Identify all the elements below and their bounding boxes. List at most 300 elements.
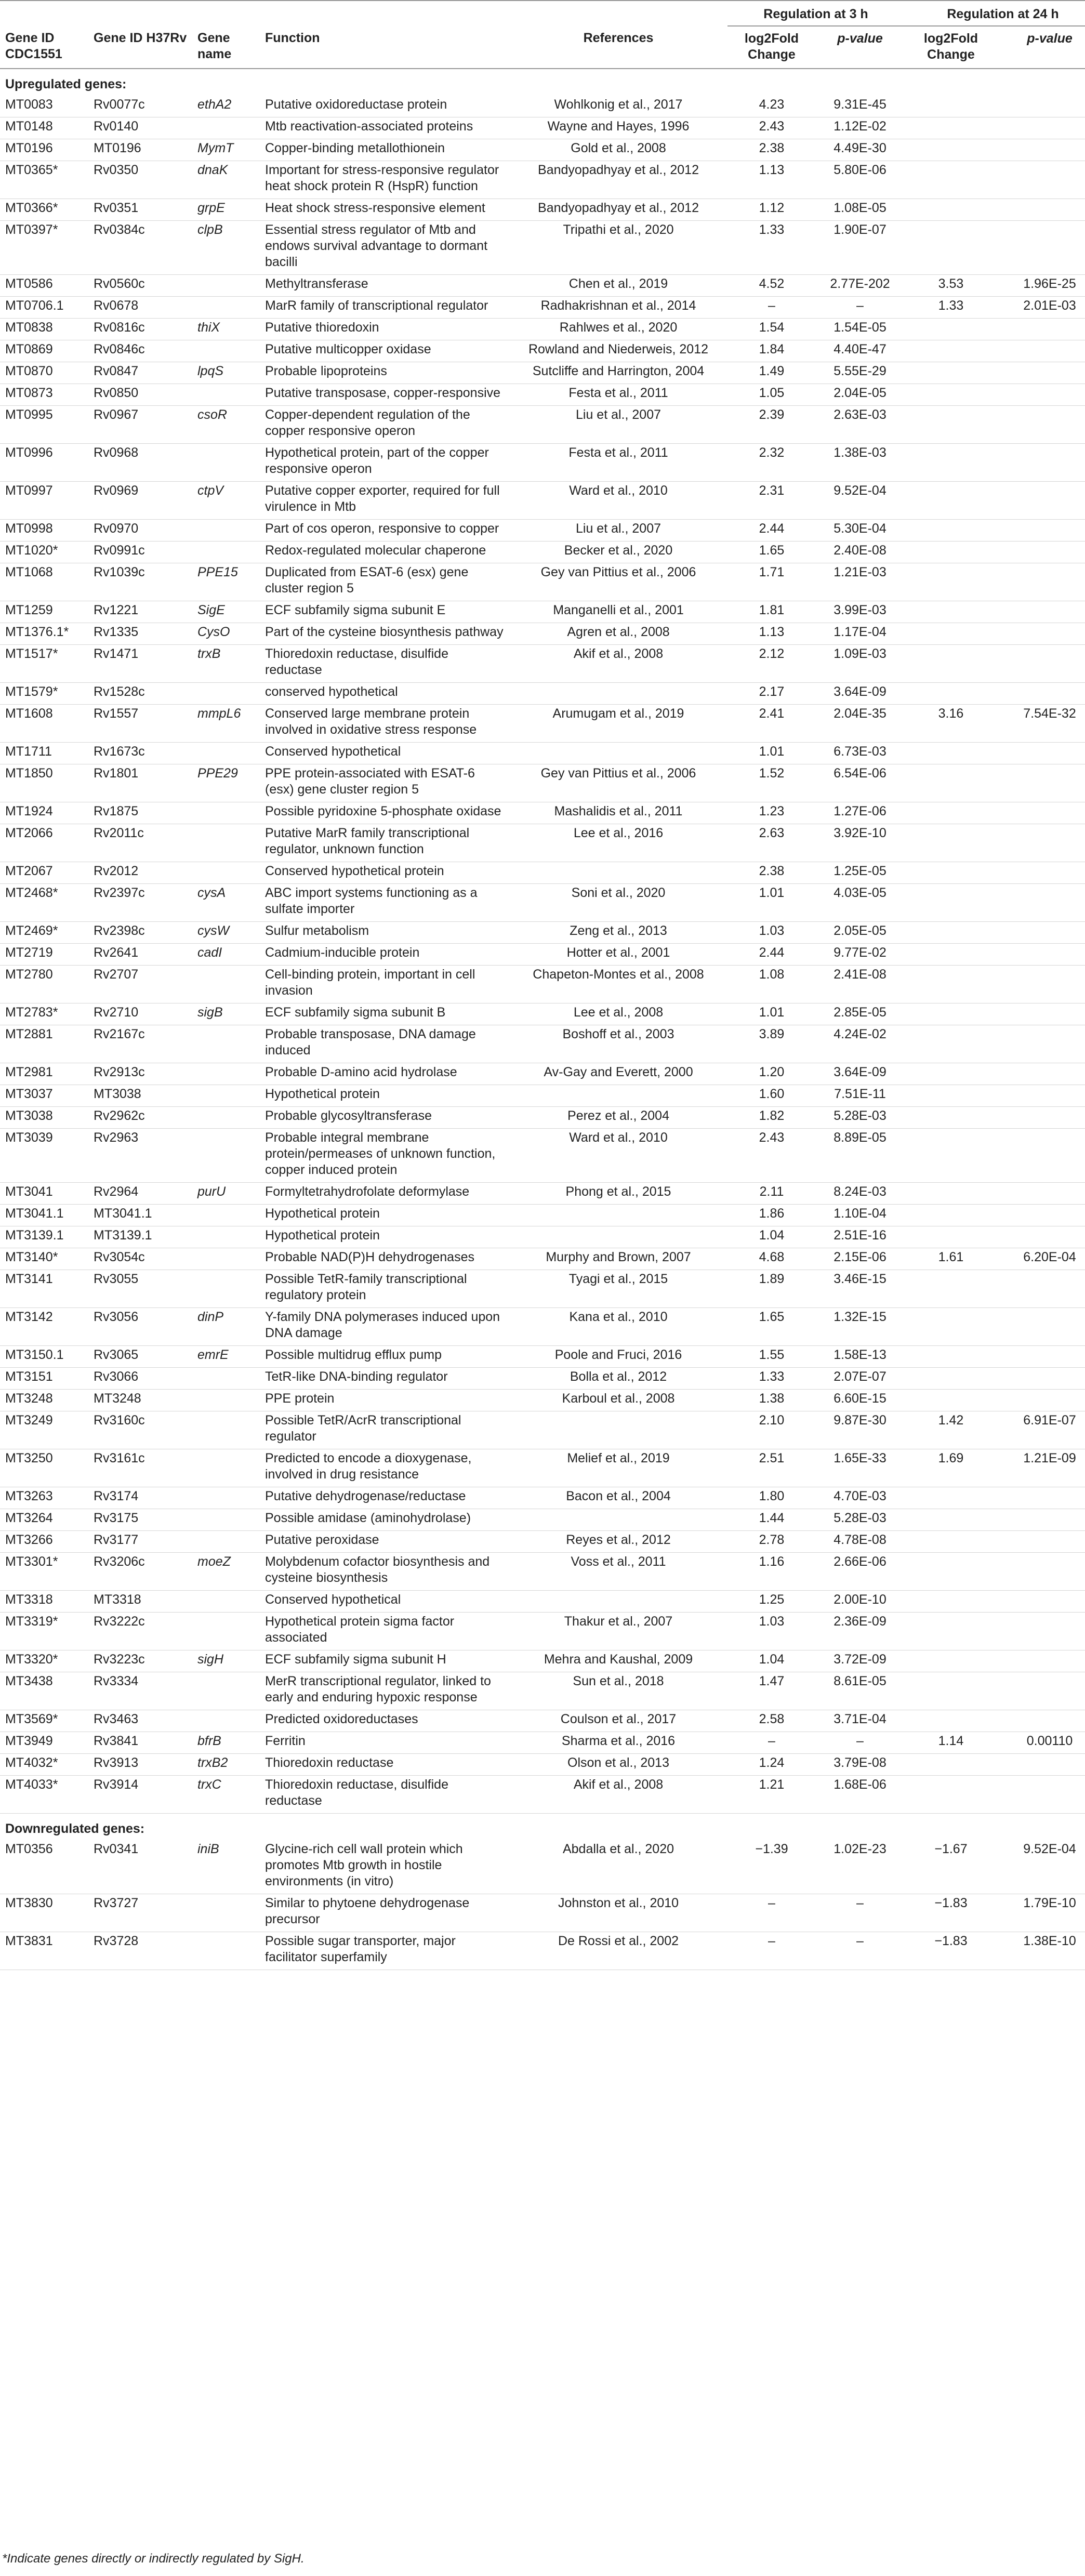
table-row [0, 1613, 1085, 1650]
cell-gene-id-h37rv: MT3318 [88, 1591, 192, 1613]
cell-function: Essential stress regulator of Mtb and endows survival advantage to dormant bacilli [260, 221, 509, 275]
cell-pvalue-24h [998, 1613, 1085, 1650]
cell-reference: Chapeton-Montes et al., 2008 [509, 966, 727, 1003]
cell-log2fc-24h [904, 743, 998, 764]
table-row [0, 444, 1085, 482]
cell-pvalue-3h: 2.04E-35 [816, 705, 904, 743]
cell-pvalue-3h: 2.40E-08 [816, 541, 904, 563]
cell-pvalue-3h: 1.38E-03 [816, 444, 904, 482]
cell-log2fc-3h: 1.65 [727, 1308, 816, 1346]
cell-pvalue-24h [998, 764, 1085, 802]
cell-reference: Hotter et al., 2001 [509, 944, 727, 966]
cell-log2fc-24h [904, 1183, 998, 1205]
cell-log2fc-3h: 4.52 [727, 275, 816, 297]
cell-function: Probable integral membrane protein/permeases of unknown function, copper induced protein [260, 1129, 509, 1183]
cell-pvalue-24h [998, 1308, 1085, 1346]
cell-pvalue-24h: 1.21E-09 [998, 1449, 1085, 1487]
table-row [0, 319, 1085, 340]
cell-log2fc-3h: 2.43 [727, 1129, 816, 1183]
cell-gene-name: emrE [192, 1346, 260, 1368]
cell-log2fc-24h [904, 944, 998, 966]
cell-pvalue-3h: – [816, 1894, 904, 1932]
cell-pvalue-3h: 1.09E-03 [816, 645, 904, 683]
cell-reference: Coulson et al., 2017 [509, 1710, 727, 1732]
cell-gene-name: sigB [192, 1003, 260, 1025]
cell-gene-name: grpE [192, 199, 260, 221]
table-row [0, 1754, 1085, 1776]
cell-gene-id-h37rv: Rv2707 [88, 966, 192, 1003]
table-row [0, 1368, 1085, 1390]
cell-gene-id-cdc1551: MT3037 [0, 1085, 88, 1107]
table-row [0, 199, 1085, 221]
table-row [0, 884, 1085, 922]
cell-reference: Akif et al., 2008 [509, 645, 727, 683]
cell-log2fc-24h: −1.83 [904, 1894, 998, 1932]
cell-function: Predicted oxidoreductases [260, 1710, 509, 1732]
cell-gene-id-cdc1551: MT0083 [0, 96, 88, 117]
cell-gene-id-cdc1551: MT0365* [0, 161, 88, 199]
cell-log2fc-24h [904, 520, 998, 541]
cell-pvalue-3h: – [816, 1932, 904, 1970]
cell-gene-id-h37rv: Rv0384c [88, 221, 192, 275]
table-row [0, 1183, 1085, 1205]
cell-log2fc-3h: 3.89 [727, 1025, 816, 1063]
cell-gene-id-h37rv: Rv3334 [88, 1672, 192, 1710]
cell-pvalue-24h [998, 96, 1085, 117]
cell-gene-name: CysO [192, 623, 260, 645]
cell-pvalue-3h: 9.52E-04 [816, 482, 904, 520]
cell-gene-name [192, 1487, 260, 1509]
cell-gene-id-cdc1551: MT3038 [0, 1107, 88, 1129]
cell-gene-id-cdc1551: MT3830 [0, 1894, 88, 1932]
cell-gene-id-h37rv: Rv2913c [88, 1063, 192, 1085]
cell-log2fc-24h [904, 623, 998, 645]
cell-gene-name [192, 1368, 260, 1390]
cell-reference: Perez et al., 2004 [509, 1107, 727, 1129]
section-downregulated [0, 1814, 1085, 1841]
cell-gene-name: dnaK [192, 161, 260, 199]
cell-pvalue-3h: 2.66E-06 [816, 1553, 904, 1591]
cell-log2fc-3h: 1.71 [727, 563, 816, 601]
cell-gene-name: trxB2 [192, 1754, 260, 1776]
cell-pvalue-24h [998, 1226, 1085, 1248]
cell-gene-name: moeZ [192, 1553, 260, 1591]
cell-gene-id-h37rv: Rv0969 [88, 482, 192, 520]
cell-gene-id-h37rv: Rv0140 [88, 117, 192, 139]
cell-function: Glycine-rich cell wall protein which promotes Mtb growth in hostile environments (in vitro) [260, 1840, 509, 1894]
cell-reference: Reyes et al., 2012 [509, 1531, 727, 1553]
cell-pvalue-3h: 7.51E-11 [816, 1085, 904, 1107]
cell-gene-id-cdc1551: MT1850 [0, 764, 88, 802]
cell-gene-name [192, 1025, 260, 1063]
cell-gene-name: csoR [192, 406, 260, 444]
cell-gene-id-h37rv: Rv2962c [88, 1107, 192, 1129]
cell-pvalue-3h: 5.28E-03 [816, 1107, 904, 1129]
cell-function: Hypothetical protein [260, 1226, 509, 1248]
cell-function: Cadmium-inducible protein [260, 944, 509, 966]
cell-pvalue-24h [998, 1129, 1085, 1183]
cell-pvalue-24h [998, 802, 1085, 824]
cell-gene-id-cdc1551: MT2066 [0, 824, 88, 862]
cell-gene-name: ctpV [192, 482, 260, 520]
cell-function: Hypothetical protein [260, 1085, 509, 1107]
cell-pvalue-3h: 5.30E-04 [816, 520, 904, 541]
cell-gene-id-h37rv: Rv0968 [88, 444, 192, 482]
cell-reference: Zeng et al., 2013 [509, 922, 727, 944]
cell-gene-id-cdc1551: MT2067 [0, 862, 88, 884]
cell-pvalue-3h: 3.46E-15 [816, 1270, 904, 1308]
cell-pvalue-24h: 7.54E-32 [998, 705, 1085, 743]
table-row [0, 362, 1085, 384]
cell-pvalue-3h: 9.31E-45 [816, 96, 904, 117]
cell-pvalue-3h: 6.60E-15 [816, 1390, 904, 1411]
cell-gene-name [192, 966, 260, 1003]
cell-gene-id-cdc1551: MT3569* [0, 1710, 88, 1732]
cell-function: ECF subfamily sigma subunit H [260, 1650, 509, 1672]
cell-function: Hypothetical protein [260, 1205, 509, 1226]
cell-gene-id-cdc1551: MT1376.1* [0, 623, 88, 645]
cell-gene-name [192, 297, 260, 319]
cell-gene-id-cdc1551: MT1711 [0, 743, 88, 764]
cell-pvalue-3h: 5.55E-29 [816, 362, 904, 384]
cell-function: PPE protein-associated with ESAT-6 (esx) gene cluster region 5 [260, 764, 509, 802]
cell-gene-id-cdc1551: MT2469* [0, 922, 88, 944]
cell-pvalue-3h: 3.64E-09 [816, 683, 904, 705]
cell-log2fc-3h: 2.39 [727, 406, 816, 444]
cell-pvalue-24h [998, 601, 1085, 623]
cell-gene-id-cdc1551: MT1579* [0, 683, 88, 705]
cell-gene-name [192, 275, 260, 297]
cell-pvalue-3h: 1.65E-33 [816, 1449, 904, 1487]
cell-log2fc-3h: 1.80 [727, 1487, 816, 1509]
cell-log2fc-3h: 1.84 [727, 340, 816, 362]
cell-gene-name: SigE [192, 601, 260, 623]
cell-function: PPE protein [260, 1390, 509, 1411]
cell-gene-name [192, 520, 260, 541]
cell-gene-id-h37rv: Rv2167c [88, 1025, 192, 1063]
cell-reference: Thakur et al., 2007 [509, 1613, 727, 1650]
cell-gene-name [192, 444, 260, 482]
cell-reference: Sutcliffe and Harrington, 2004 [509, 362, 727, 384]
cell-pvalue-3h: 3.64E-09 [816, 1063, 904, 1085]
cell-log2fc-3h: 1.20 [727, 1063, 816, 1085]
col-header-gene-name: Gene name [192, 26, 260, 69]
cell-log2fc-3h: 1.13 [727, 161, 816, 199]
cell-function: Similar to phytoene dehydrogenase precursor [260, 1894, 509, 1932]
cell-log2fc-24h [904, 444, 998, 482]
cell-log2fc-24h [904, 802, 998, 824]
cell-function: MarR family of transcriptional regulator [260, 297, 509, 319]
cell-reference: Mashalidis et al., 2011 [509, 802, 727, 824]
cell-pvalue-3h: 2.85E-05 [816, 1003, 904, 1025]
col-header-function: Function [260, 26, 509, 69]
cell-gene-name [192, 1894, 260, 1932]
cell-pvalue-24h [998, 1531, 1085, 1553]
cell-gene-id-cdc1551: MT3041 [0, 1183, 88, 1205]
cell-pvalue-3h: 2.00E-10 [816, 1591, 904, 1613]
cell-pvalue-3h: – [816, 1732, 904, 1754]
cell-function: Possible pyridoxine 5-phosphate oxidase [260, 802, 509, 824]
cell-gene-name [192, 802, 260, 824]
cell-reference: Akif et al., 2008 [509, 1776, 727, 1814]
cell-pvalue-3h: 1.32E-15 [816, 1308, 904, 1346]
cell-log2fc-3h: 1.44 [727, 1509, 816, 1531]
cell-pvalue-24h [998, 1368, 1085, 1390]
cell-pvalue-24h [998, 199, 1085, 221]
cell-pvalue-24h [998, 563, 1085, 601]
cell-function: Putative thioredoxin [260, 319, 509, 340]
cell-reference [509, 1411, 727, 1449]
cell-gene-id-cdc1551: MT0356 [0, 1840, 88, 1894]
cell-function: Putative transposase, copper-responsive [260, 384, 509, 406]
cell-gene-id-h37rv: Rv3066 [88, 1368, 192, 1390]
cell-gene-id-h37rv: Rv3223c [88, 1650, 192, 1672]
cell-pvalue-3h: 3.72E-09 [816, 1650, 904, 1672]
cell-gene-id-h37rv: MT3139.1 [88, 1226, 192, 1248]
cell-gene-name: PPE15 [192, 563, 260, 601]
cell-log2fc-24h [904, 922, 998, 944]
cell-pvalue-3h: 2.07E-07 [816, 1368, 904, 1390]
cell-gene-name [192, 1085, 260, 1107]
cell-log2fc-24h: −1.67 [904, 1840, 998, 1894]
cell-gene-id-h37rv: MT0196 [88, 139, 192, 161]
cell-gene-id-cdc1551: MT2780 [0, 966, 88, 1003]
table-row [0, 683, 1085, 705]
cell-log2fc-3h: −1.39 [727, 1840, 816, 1894]
cell-function: Probable glycosyltransferase [260, 1107, 509, 1129]
cell-reference: Bandyopadhyay et al., 2012 [509, 199, 727, 221]
cell-pvalue-3h: 3.79E-08 [816, 1754, 904, 1776]
cell-reference: Rahlwes et al., 2020 [509, 319, 727, 340]
cell-reference: Johnston et al., 2010 [509, 1894, 727, 1932]
table-body [0, 69, 1085, 1970]
cell-log2fc-24h [904, 1754, 998, 1776]
table-row [0, 743, 1085, 764]
cell-reference [509, 1205, 727, 1226]
cell-log2fc-3h: 2.38 [727, 862, 816, 884]
table-row [0, 406, 1085, 444]
cell-reference: Ward et al., 2010 [509, 482, 727, 520]
cell-pvalue-24h: 1.96E-25 [998, 275, 1085, 297]
cell-pvalue-3h: 1.02E-23 [816, 1840, 904, 1894]
cell-pvalue-24h [998, 1754, 1085, 1776]
cell-pvalue-24h [998, 520, 1085, 541]
cell-pvalue-24h [998, 623, 1085, 645]
cell-reference: Tripathi et al., 2020 [509, 221, 727, 275]
cell-log2fc-3h: – [727, 1894, 816, 1932]
cell-log2fc-3h: 4.68 [727, 1248, 816, 1270]
cell-log2fc-24h [904, 764, 998, 802]
cell-gene-name: mmpL6 [192, 705, 260, 743]
cell-gene-id-cdc1551: MT3438 [0, 1672, 88, 1710]
table-row [0, 563, 1085, 601]
cell-log2fc-3h: 1.01 [727, 884, 816, 922]
cell-gene-id-cdc1551: MT0148 [0, 117, 88, 139]
cell-reference [509, 862, 727, 884]
cell-gene-name: trxB [192, 645, 260, 683]
cell-function: TetR-like DNA-binding regulator [260, 1368, 509, 1390]
cell-function: Formyltetrahydrofolate deformylase [260, 1183, 509, 1205]
cell-reference [509, 683, 727, 705]
cell-pvalue-3h: 4.03E-05 [816, 884, 904, 922]
cell-reference: Sharma et al., 2016 [509, 1732, 727, 1754]
cell-gene-id-h37rv: Rv1801 [88, 764, 192, 802]
section-label-downregulated: Downregulated genes: [5, 1821, 145, 1836]
cell-pvalue-24h [998, 1346, 1085, 1368]
cell-gene-name: clpB [192, 221, 260, 275]
cell-log2fc-24h [904, 1308, 998, 1346]
cell-log2fc-3h: 1.23 [727, 802, 816, 824]
cell-gene-name [192, 384, 260, 406]
cell-pvalue-3h: 1.90E-07 [816, 221, 904, 275]
cell-function: Probable D-amino acid hydrolase [260, 1063, 509, 1085]
cell-log2fc-24h: 1.61 [904, 1248, 998, 1270]
cell-pvalue-3h: 5.80E-06 [816, 161, 904, 199]
cell-pvalue-3h: 8.61E-05 [816, 1672, 904, 1710]
table-row [0, 1390, 1085, 1411]
table-row [0, 1308, 1085, 1346]
cell-log2fc-24h [904, 340, 998, 362]
cell-pvalue-3h: 2.04E-05 [816, 384, 904, 406]
cell-gene-name: cysA [192, 884, 260, 922]
table-row [0, 1732, 1085, 1754]
cell-reference: Kana et al., 2010 [509, 1308, 727, 1346]
cell-pvalue-24h [998, 1672, 1085, 1710]
table-row [0, 275, 1085, 297]
cell-gene-id-h37rv: Rv1221 [88, 601, 192, 623]
cell-gene-id-cdc1551: MT0366* [0, 199, 88, 221]
cell-gene-id-h37rv: Rv3913 [88, 1754, 192, 1776]
table-row [0, 1411, 1085, 1449]
cell-reference: Liu et al., 2007 [509, 406, 727, 444]
cell-pvalue-24h: 9.52E-04 [998, 1840, 1085, 1894]
table-row [0, 1650, 1085, 1672]
cell-gene-name [192, 862, 260, 884]
cell-pvalue-24h [998, 862, 1085, 884]
table-row [0, 1346, 1085, 1368]
cell-reference: Av-Gay and Everett, 2000 [509, 1063, 727, 1085]
cell-gene-name [192, 1591, 260, 1613]
cell-pvalue-24h [998, 1390, 1085, 1411]
cell-gene-id-cdc1551: MT2881 [0, 1025, 88, 1063]
cell-gene-id-h37rv: Rv2963 [88, 1129, 192, 1183]
cell-log2fc-24h [904, 1710, 998, 1732]
cell-reference: Festa et al., 2011 [509, 384, 727, 406]
cell-gene-id-cdc1551: MT3140* [0, 1248, 88, 1270]
cell-function: Possible TetR/AcrR transcriptional regulator [260, 1411, 509, 1449]
table-row [0, 1226, 1085, 1248]
cell-function: Probable lipoproteins [260, 362, 509, 384]
cell-pvalue-24h [998, 139, 1085, 161]
cell-function: MerR transcriptional regulator, linked to early and enduring hypoxic response [260, 1672, 509, 1710]
cell-log2fc-3h: 1.33 [727, 1368, 816, 1390]
col-header-gene-id-cdc1551: Gene ID CDC1551 [0, 26, 88, 69]
cell-log2fc-3h: 4.23 [727, 96, 816, 117]
section-label-upregulated: Upregulated genes: [5, 77, 127, 91]
table-row [0, 802, 1085, 824]
cell-gene-name [192, 1509, 260, 1531]
cell-log2fc-24h: −1.83 [904, 1932, 998, 1970]
cell-gene-id-h37rv: Rv3054c [88, 1248, 192, 1270]
cell-log2fc-3h: 1.03 [727, 922, 816, 944]
cell-gene-name [192, 743, 260, 764]
cell-reference: Sun et al., 2018 [509, 1672, 727, 1710]
cell-pvalue-24h [998, 884, 1085, 922]
table-row [0, 297, 1085, 319]
cell-function: Probable transposase, DNA damage induced [260, 1025, 509, 1063]
table-row [0, 601, 1085, 623]
cell-gene-id-h37rv: Rv0341 [88, 1840, 192, 1894]
cell-reference: Wayne and Hayes, 1996 [509, 117, 727, 139]
cell-pvalue-24h [998, 922, 1085, 944]
cell-log2fc-24h [904, 1003, 998, 1025]
col-header-pvalue-3h: p-value [816, 26, 904, 69]
table-row [0, 117, 1085, 139]
cell-reference: Becker et al., 2020 [509, 541, 727, 563]
cell-reference: Tyagi et al., 2015 [509, 1270, 727, 1308]
cell-reference: Wohlkonig et al., 2017 [509, 96, 727, 117]
cell-gene-id-h37rv: Rv0847 [88, 362, 192, 384]
cell-log2fc-3h: 2.31 [727, 482, 816, 520]
cell-pvalue-3h: 1.08E-05 [816, 199, 904, 221]
cell-gene-id-cdc1551: MT3139.1 [0, 1226, 88, 1248]
cell-gene-id-h37rv: Rv3914 [88, 1776, 192, 1814]
cell-function: Conserved large membrane protein involved in oxidative stress response [260, 705, 509, 743]
cell-pvalue-3h: 8.24E-03 [816, 1183, 904, 1205]
cell-function: Methyltransferase [260, 275, 509, 297]
cell-function: Predicted to encode a dioxygenase, involved in drug resistance [260, 1449, 509, 1487]
cell-gene-id-cdc1551: MT3301* [0, 1553, 88, 1591]
cell-pvalue-3h: 6.54E-06 [816, 764, 904, 802]
cell-pvalue-3h: 4.24E-02 [816, 1025, 904, 1063]
cell-function: Mtb reactivation-associated proteins [260, 117, 509, 139]
cell-gene-name: dinP [192, 1308, 260, 1346]
cell-gene-id-cdc1551: MT3151 [0, 1368, 88, 1390]
cell-function: Putative dehydrogenase/reductase [260, 1487, 509, 1509]
cell-log2fc-24h [904, 1226, 998, 1248]
cell-gene-id-h37rv: Rv2710 [88, 1003, 192, 1025]
cell-log2fc-3h: 2.44 [727, 944, 816, 966]
cell-pvalue-24h [998, 362, 1085, 384]
cell-reference: Agren et al., 2008 [509, 623, 727, 645]
cell-pvalue-3h: 3.99E-03 [816, 601, 904, 623]
cell-log2fc-3h: 2.78 [727, 1531, 816, 1553]
cell-gene-name: thiX [192, 319, 260, 340]
cell-gene-id-cdc1551: MT0869 [0, 340, 88, 362]
cell-pvalue-3h: 8.89E-05 [816, 1129, 904, 1183]
cell-pvalue-3h: 2.51E-16 [816, 1226, 904, 1248]
cell-log2fc-3h: 1.52 [727, 764, 816, 802]
cell-log2fc-3h: 1.01 [727, 1003, 816, 1025]
cell-reference: Karboul et al., 2008 [509, 1390, 727, 1411]
cell-gene-id-cdc1551: MT3318 [0, 1591, 88, 1613]
cell-log2fc-24h [904, 1672, 998, 1710]
cell-function: Part of the cysteine biosynthesis pathway [260, 623, 509, 645]
cell-pvalue-24h [998, 1025, 1085, 1063]
cell-gene-id-cdc1551: MT3150.1 [0, 1346, 88, 1368]
cell-log2fc-3h: 1.65 [727, 541, 816, 563]
cell-pvalue-24h: 1.79E-10 [998, 1894, 1085, 1932]
cell-gene-id-cdc1551: MT4032* [0, 1754, 88, 1776]
cell-reference: Bandyopadhyay et al., 2012 [509, 161, 727, 199]
cell-gene-name [192, 1063, 260, 1085]
cell-gene-id-h37rv: Rv1335 [88, 623, 192, 645]
cell-reference: Lee et al., 2008 [509, 1003, 727, 1025]
cell-gene-id-h37rv: Rv0560c [88, 275, 192, 297]
cell-gene-id-cdc1551: MT0996 [0, 444, 88, 482]
cell-gene-name [192, 1248, 260, 1270]
cell-pvalue-24h [998, 1487, 1085, 1509]
